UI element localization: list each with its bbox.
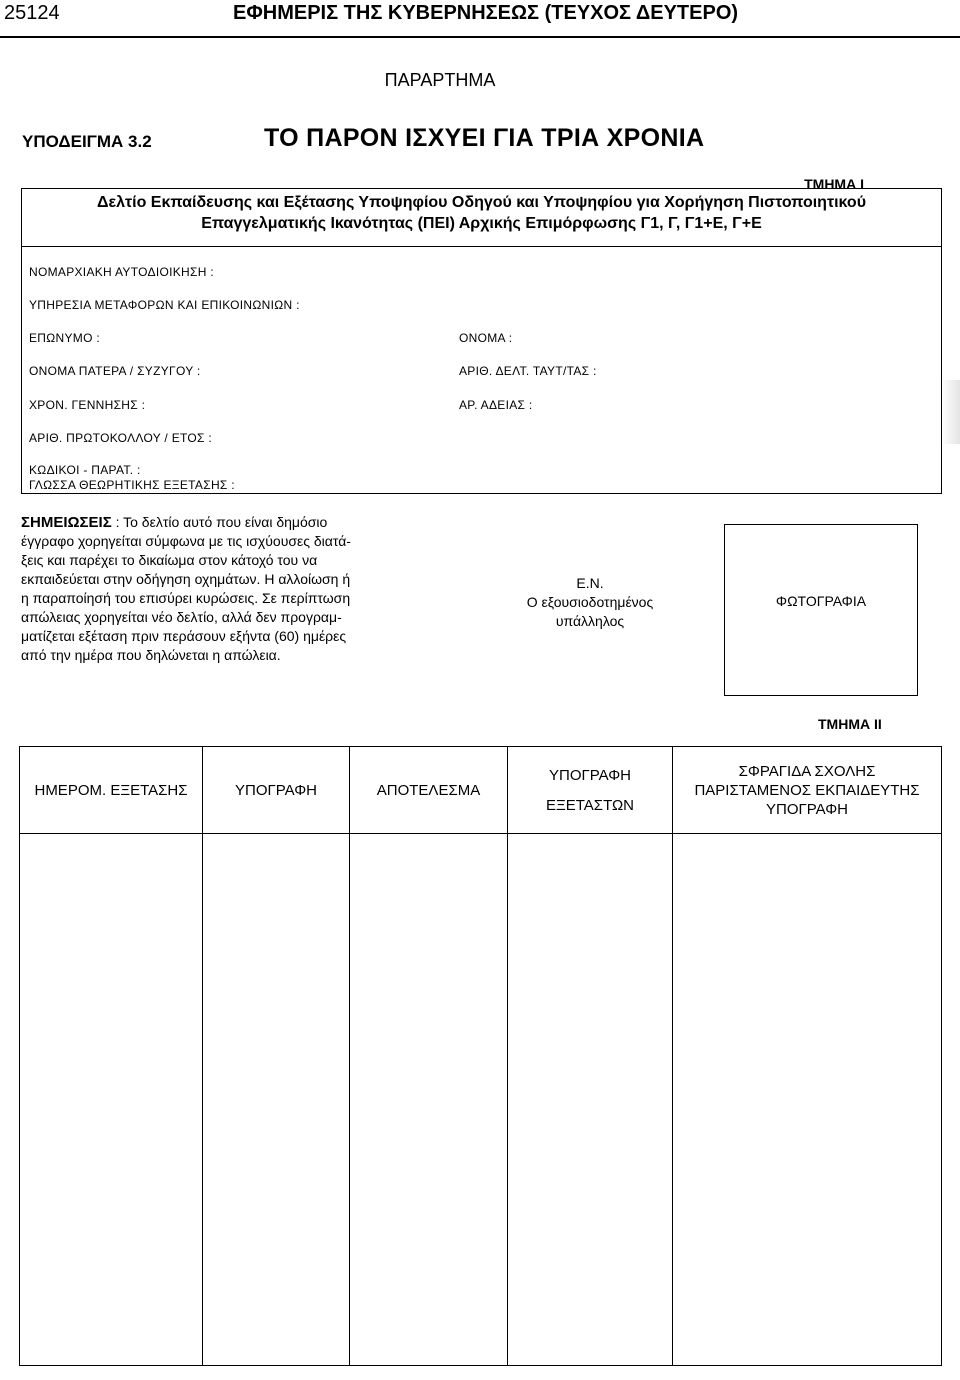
validity-heading: ΤΟ ΠΑΡΟΝ ΙΣΧΥΕΙ ΓΙΑ ΤΡΙΑ ΧΡΟΝΙΑ bbox=[264, 124, 705, 152]
theory-language-field: ΓΛΩΣΣΑ ΘΕΩΡΗΤΙΚΗΣ ΕΞΕΤΑΣΗΣ : bbox=[29, 478, 235, 492]
id-card-number-field: ΑΡΙΘ. ΔΕΛΤ. ΤΑΥΤ/ΤΑΣ : bbox=[459, 364, 597, 378]
notes-line: έγγραφο χορηγείται σύμφωνα με τις ισχύουσες διατά- bbox=[21, 533, 351, 549]
first-name-field: ΟΝΟΜΑ : bbox=[459, 331, 513, 345]
birth-year-field: ΧΡΟΝ. ΓΕΝΝΗΣΗΣ : bbox=[29, 398, 146, 412]
notes-line: εκπαιδεύεται στην οδήγηση οχημάτων. Η αλλοίωση ή bbox=[21, 571, 351, 587]
notes-line: ματίζεται εξέταση πριν περάσουν εξήντα (60) ημέρες bbox=[21, 628, 347, 644]
result-cell bbox=[350, 834, 508, 1366]
photo-label: ΦΩΤΟΓΡΑΦΙΑ bbox=[775, 593, 867, 609]
notes-line: απώλειας χορηγείται νέο δελτίο, αλλά δεν προγραμ- bbox=[21, 609, 342, 625]
codes-field: ΚΩΔΙΚΟΙ - ΠΑΡΑΤ. : bbox=[29, 463, 141, 477]
authorized-official-block bbox=[492, 574, 688, 631]
surname-field: ΕΠΩΝΥΜΟ : bbox=[29, 331, 101, 345]
notes-line: η παραποίησή του επισύρει κυρώσεις. Σε περίπτωση bbox=[21, 590, 351, 606]
exam-date-header: ΗΜΕΡΟΜ. ΕΞΕΤΑΣΗΣ bbox=[20, 747, 203, 834]
form-title-divider bbox=[21, 246, 942, 247]
school-stamp-header: ΣΦΡΑΓΙΔΑ ΣΧΟΛΗΣ ΠΑΡΙΣΤΑΜΕΝΟΣ ΕΚΠΑΙΔΕΥΤΗΣ ΥΠΟΓΡΑΦΗ bbox=[673, 747, 942, 834]
signature-header: ΥΠΟΓΡΑΦΗ bbox=[203, 747, 350, 834]
section-1-label: ΤΜΗΜΑ I bbox=[804, 176, 864, 192]
exam-record-table bbox=[19, 746, 942, 1366]
result-header: ΑΠΟΤΕΛΕΣΜΑ bbox=[350, 747, 508, 834]
notes-paragraph bbox=[21, 513, 441, 665]
official-role: υπάλληλος bbox=[555, 613, 625, 629]
photo-box bbox=[724, 524, 918, 696]
examiners-signature-cell bbox=[508, 834, 673, 1366]
notes-heading: ΣΗΜΕΙΩΣΕΙΣ bbox=[21, 514, 112, 531]
table-row bbox=[20, 834, 942, 1366]
page-number: 25124 bbox=[4, 2, 60, 24]
example-label: ΥΠΟΔΕΙΓΜΑ 3.2 bbox=[22, 132, 152, 151]
notes-line: ξεις και παρέχει το δικαίωμα στον κάτοχό του να bbox=[21, 552, 318, 568]
school-stamp-cell bbox=[673, 834, 942, 1366]
annex-heading: ΠΑΡΑΡΤΗΜΑ bbox=[384, 70, 496, 90]
exam-date-cell bbox=[20, 834, 203, 1366]
protocol-number-field: ΑΡΙΘ. ΠΡΩΤΟΚΟΛΛΟΥ / ΕΤΟΣ : bbox=[29, 431, 213, 445]
notes-line: από την ημέρα που δηλώνεται η απώλεια. bbox=[21, 647, 281, 663]
notes-line bbox=[21, 513, 441, 532]
form-title-line-1: Δελτίο Εκπαίδευσης και Εξέτασης Υποψηφίου Οδηγού και Υποψηφίου για Χορήγηση Πιστοποιητικού bbox=[96, 194, 866, 211]
prefecture-field: ΝΟΜΑΡΧΙΑΚΗ ΑΥΤΟΔΙΟΙΚΗΣΗ : bbox=[29, 265, 214, 279]
examiners-signature-header: ΥΠΟΓΡΑΦΗ ΕΞΕΤΑΣΤΩΝ bbox=[508, 747, 673, 834]
signature-cell bbox=[203, 834, 350, 1366]
transport-service-field: ΥΠΗΡΕΣΙΑ ΜΕΤΑΦΟΡΩΝ ΚΑΙ ΕΠΙΚΟΙΝΩΝΙΩΝ : bbox=[29, 298, 300, 312]
form-title-line-2: Επαγγελματικής Ικανότητας (ΠΕΙ) Αρχικής Επιμόρφωσης Γ1, Γ, Γ1+Ε, Γ+Ε bbox=[201, 215, 762, 232]
table-header-row bbox=[20, 747, 942, 834]
father-spouse-name-field: ΟΝΟΜΑ ΠΑΤΕΡΑ / ΣΥΖΥΓΟΥ : bbox=[29, 364, 201, 378]
official-title: Ο εξουσιοδοτημένος bbox=[526, 594, 654, 610]
section-2-label: ΤΜΗΜΑ II bbox=[818, 716, 882, 732]
notes-text: : Το δελτίο αυτό που είναι δημόσιο bbox=[111, 514, 328, 530]
official-abbreviation: Ε.Ν. bbox=[576, 575, 604, 591]
scan-edge-shading bbox=[942, 380, 960, 444]
gazette-title: ΕΦΗΜΕΡΙΣ ΤΗΣ ΚΥΒΕΡΝΗΣΕΩΣ (ΤΕΥΧΟΣ ΔΕΥΤΕΡΟ) bbox=[233, 2, 739, 24]
header-divider bbox=[0, 36, 960, 38]
license-number-field: ΑΡ. ΑΔΕΙΑΣ : bbox=[459, 398, 533, 412]
